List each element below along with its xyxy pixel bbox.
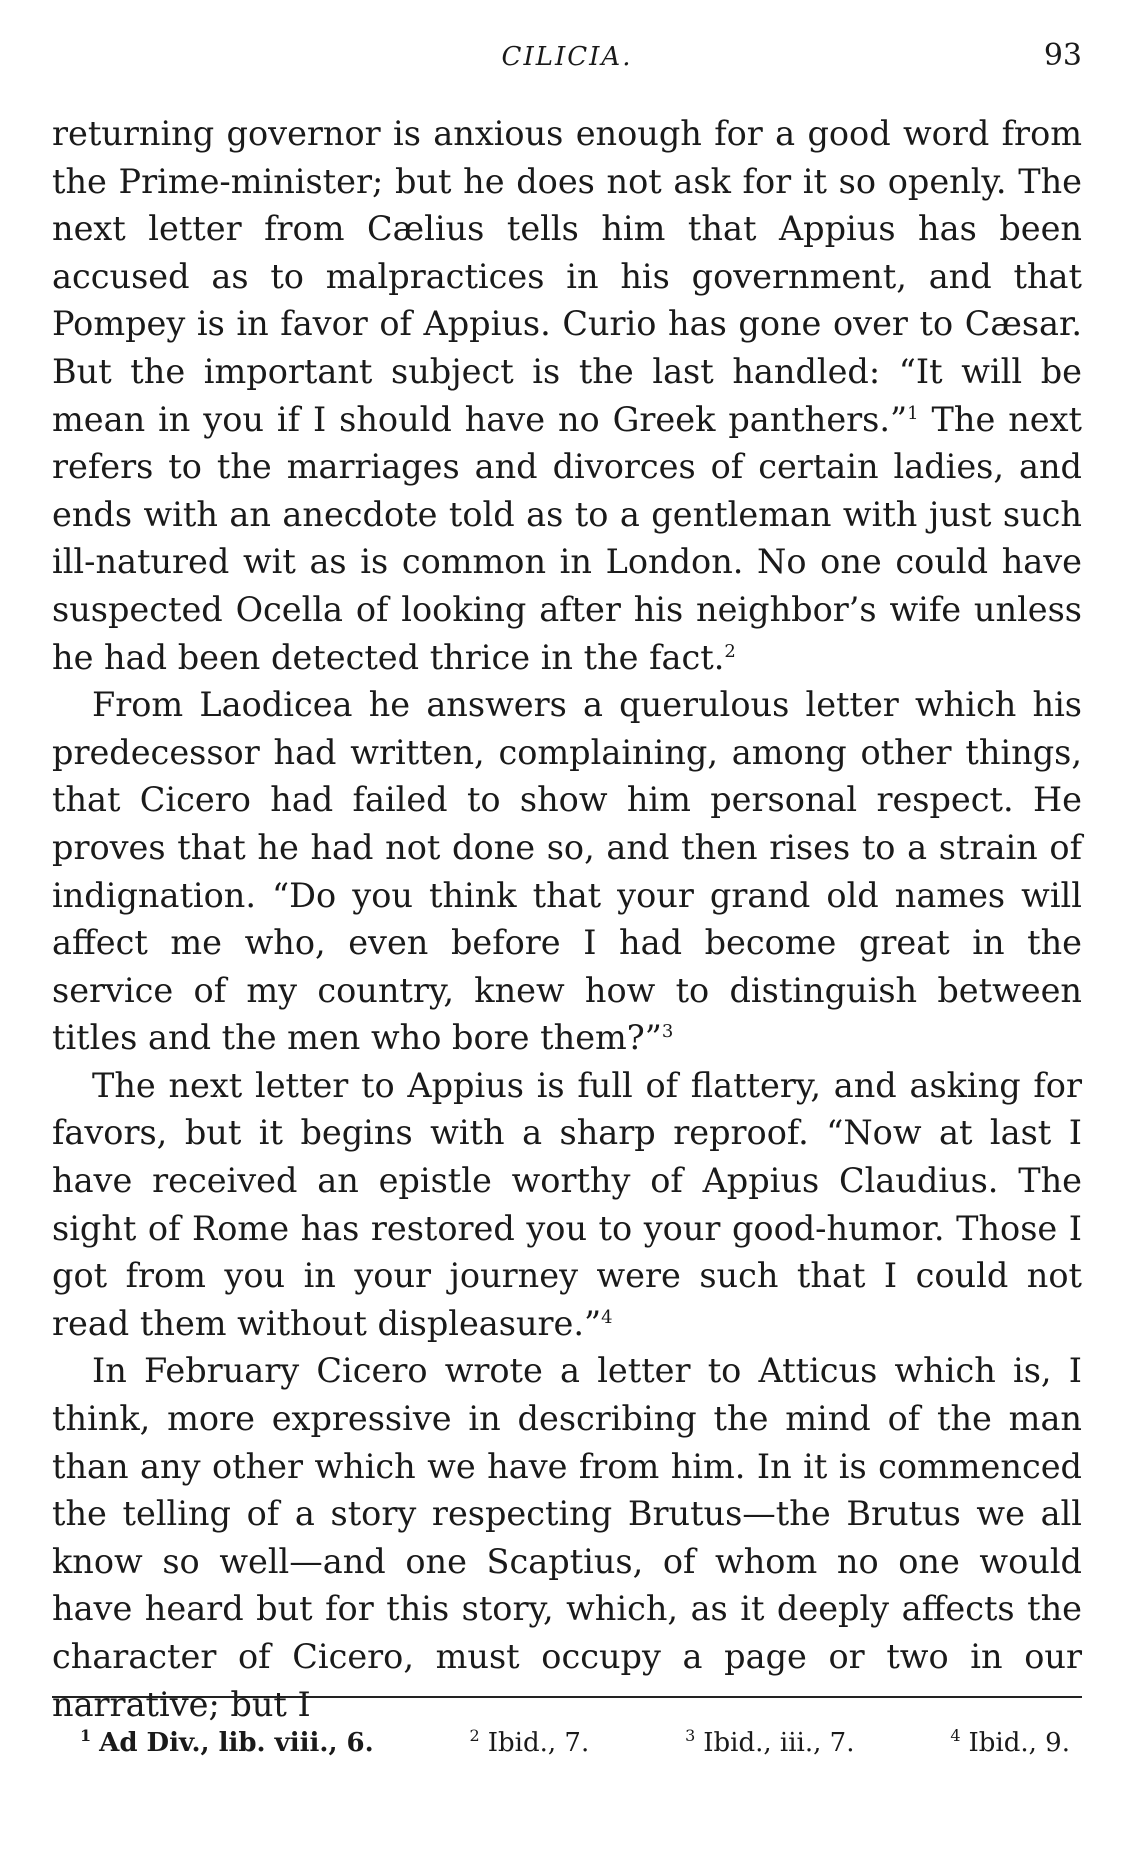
footnote-text: Ibid., 7.: [487, 1728, 590, 1758]
body-text: [52, 110, 1082, 1728]
paragraph: [52, 1062, 1082, 1348]
paragraph-text: The next letter to Appius is full of flattery, and asking for favors, but it begins with a sharp reproof. “Now at last I have received an epistle worthy of Appius Claudius. The sight of Rome has restored you to your good-humor. Those I got from you in your journey were such that I could not read them without displeasure.”: [52, 1065, 1082, 1343]
paragraph: [52, 110, 1082, 681]
footnote-text: Ad Div., lib. viii., 6.: [99, 1728, 374, 1758]
footnote-number: 4: [950, 1726, 961, 1746]
footnote-text: Ibid., 9.: [968, 1728, 1070, 1758]
footnote: [80, 1728, 374, 1758]
footnote-ref: 2: [724, 640, 736, 662]
paragraph: [52, 1347, 1082, 1728]
footnotes: [80, 1728, 1070, 1758]
running-title: CILICIA.: [501, 42, 633, 72]
paragraph: [52, 681, 1082, 1062]
footnote: [685, 1728, 854, 1758]
footnote-ref: 1: [907, 402, 919, 424]
running-head: [52, 38, 1082, 78]
paragraph-text: The next refers to the marriages and divorces of certain ladies, and ends with an anecdote told as to a gentleman with just such ill-natured wit as is common in London. No one could have suspected Ocella of looking after his neighbor’s wife unless he had been detected thrice in the fact.: [52, 399, 1082, 677]
paragraph-text: From Laodicea he answers a querulous letter which his predecessor had written, complaining, among other things, that Cicero had failed to show him personal respect. He proves that he had not done so, and then rises to a strain of indignation. “Do you think that your grand old names will affect me who, even before I had become great in the service of my country, knew how to distinguish between titles and the men who bore them?”: [52, 685, 1082, 1058]
footnote-number: 1: [80, 1726, 92, 1746]
footnote: [950, 1728, 1070, 1758]
paragraph-text: In February Cicero wrote a letter to Atticus which is, I think, more expressive in describing the mind of the man than any other which we have from him. In it is commenced the telling of a story respecting Brutus—the Brutus we all know so well—and one Scaptius, of whom no one would have heard but for this story, which, as it deeply affects the character of Cicero, must occupy a page or two in our narrative; but I: [52, 1351, 1082, 1724]
paragraph-text: returning governor is anxious enough for a good word from the Prime-minister; but he does not ask for it so openly. The next letter from Cælius tells him that Appius has been accused as to malpractices in his government, and that Pompey is in favor of Appius. Curio has gone over to Cæsar. But the important subject is the last handled: “It will be mean in you if I should have no Greek panthers.”: [52, 114, 1082, 439]
page-number: 93: [1043, 38, 1082, 73]
footnote-rule: [52, 1696, 1082, 1698]
footnote-text: Ibid., iii., 7.: [703, 1728, 855, 1758]
footnote-number: 2: [469, 1726, 480, 1746]
footnote-ref: 4: [601, 1306, 613, 1328]
footnote-number: 3: [685, 1726, 696, 1746]
footnote-ref: 3: [661, 1021, 674, 1043]
footnote: [470, 1728, 590, 1758]
